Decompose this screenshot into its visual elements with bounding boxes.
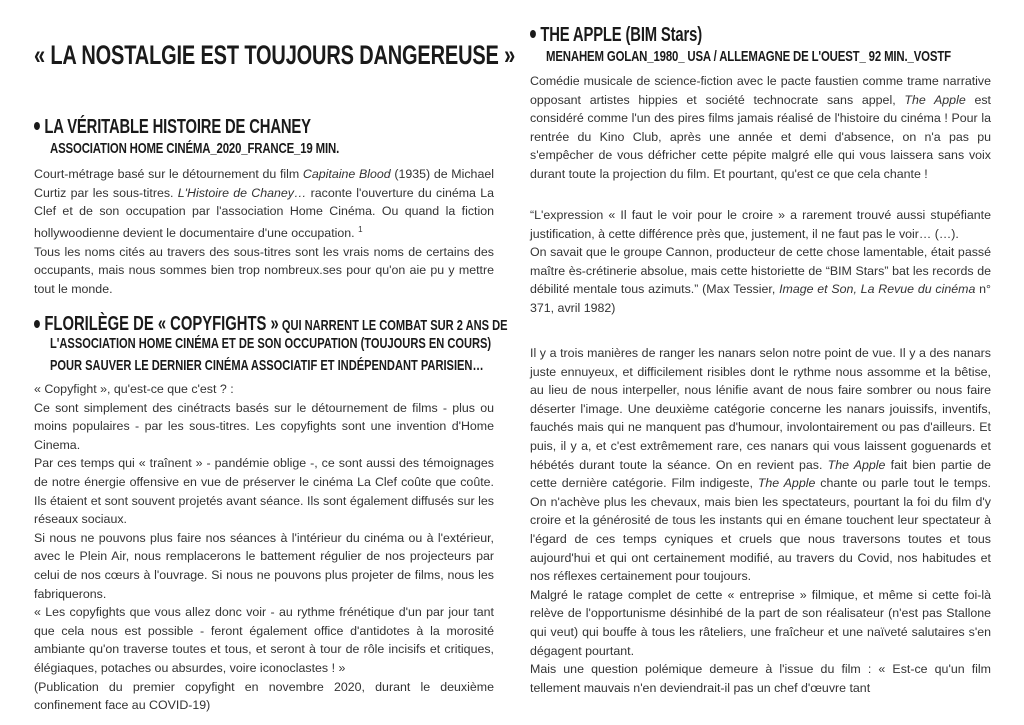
text: Comédie musicale de science-fiction avec le pacte faustien comme trame narrative opposant artistes hippies et société technocrate sans appel, — [530, 74, 991, 107]
italic-publication: Image et Son, La Revue du cinéma — [779, 282, 976, 297]
text: Court-métrage basé sur le détournement du film — [34, 167, 303, 181]
film-title-main: FLORILÈGE DE « COPYFIGHTS » — [44, 313, 279, 335]
paragraph — [34, 165, 494, 243]
paragraph — [530, 243, 991, 317]
paragraph: Ce sont simplement des cinétracts basés sur le détournement de films - plus ou moins populaires - par les sous-titres. Les copyfights sont une invention d'Home Cinema. — [34, 400, 494, 452]
page-title: « LA NOSTALGIE EST TOUJOURS DANGEREUSE » — [34, 40, 516, 70]
film-title — [34, 116, 374, 139]
italic-film-title: The Apple — [827, 457, 886, 472]
film-entry-copyfights — [34, 313, 508, 379]
film-description-the-apple — [530, 72, 991, 184]
italic-film-title: The Apple — [904, 92, 966, 107]
text: fait bien partie de cette dernière catégorie. Film indigeste, — [530, 457, 991, 491]
film-title — [530, 24, 871, 47]
film-entry-the-apple — [530, 24, 991, 65]
film-meta: ASSOCIATION HOME CINÉMA_2020_FRANCE_19 MIN. — [50, 140, 340, 157]
paragraph: Si nous ne pouvons plus faire nos séances à l'intérieur du cinéma ou à l'extérieur, avec le Plein Air, nous remplacerons le battement régulier de nos projecteurs par celui de nos cœurs à l'ouvrage. Si nous ne pouvons plus projeter de films, nous les fabriquerons. — [34, 530, 494, 601]
text: (1935) de Michael Curtiz par les sous-titres. — [34, 167, 494, 200]
film-title-text: THE APPLE (BIM Stars) — [540, 24, 702, 46]
paragraph: Tous les noms cités au travers des sous-titres sont les vrais noms de certains des occupants, mais nous sommes bien trop nombreux.ses pour qu'on aie pu y mettre tout le monde. — [34, 244, 494, 296]
paragraph: “L'expression « Il faut le voir pour le croire » a rarement trouvé aussi stupéfiante justification, à cette différence près que, justement, il ne faut pas le voir… (…). — [530, 208, 991, 241]
italic-film-title: Capitaine Blood — [302, 167, 391, 181]
film-entry-chaney — [34, 116, 494, 157]
press-quote — [530, 206, 991, 318]
paragraph: (Publication du premier copyfight en novembre 2020, durant le deuxième confinement face au COVID-19) — [34, 679, 494, 713]
text: L'ASSOCIATION HOME CINÉMA ET DE SON OCCUPATION (TOUJOURS EN COURS) — [50, 335, 492, 352]
film-description-chaney — [34, 165, 494, 298]
paragraph: Malgré le ratage complet de cette « entreprise » filmique, et même si cette foi-là relève de l'opportunisme désinhibé de la part de son réalisateur (n'est pas Stallone qui veut) qui bouffe à tous les râteliers, une fraîcheur et une naïveté salutaires s'en dégagent pourtant. — [530, 587, 991, 658]
paragraph: Par ces temps qui « traînent » - pandémie oblige -, ce sont aussi des témoignages de notre énergie offensive en vue de préserver le cinéma La Clef coûte que coûte. Ils étaient et sont souvent projetés avant séance. Ils sont également diffusés sur les réseaux sociaux. — [34, 456, 494, 527]
text: POUR SAUVER LE DERNIER CINÉMA ASSOCIATIF ET INDÉPENDANT PARISIEN… — [50, 357, 484, 374]
bullet-icon — [34, 320, 40, 328]
film-title-text: LA VÉRITABLE HISTOIRE DE CHANEY — [44, 116, 311, 138]
italic-film-title: L'Histoire de Chaney… — [177, 185, 307, 200]
paragraph: Mais une question polémique demeure à l'issue du film : « Est-ce qu'un film tellement mauvais n'en deviendrait-il pas un chef d'œuvre tant — [530, 662, 991, 695]
paragraph: « Copyfight », qu'est-ce que c'est ? : — [34, 382, 234, 396]
text: Il y a trois manières de ranger les nanars selon notre point de vue. Il y a des nanars juste ennuyeux, et difficilement risibles dont le rythme nous assomme et la bêtise, au lieu de nous interpeller, nous lénifie avant de nous faire sombrer ou nous faire déserter l'image. Une deuxième catégorie concerne les nanars jouissifs, inventifs, fauchés mais qui ne manquent pas d'humour, involontairement ou pas d'ailleurs. Et puis, il y a, et c'est extrêmement rare, ces nanars qui vous laissent goguenards et hébétés durant toute la séance. On en revient pas. — [530, 346, 991, 472]
paragraph — [530, 72, 991, 184]
film-title-line-2 — [50, 335, 492, 357]
text: n° 371, avril 1982) — [530, 282, 991, 315]
text: chante ou parle tout le temps. On n'achève plus les chevaux, mais bien les spectateurs, pourtant la foi du film d'y croire et la générosité de tous les instants qui en émane touchent leur spectateur à l'égard de ces temps cyniques et cruels que nous traversons toutes et tous aujourd'hui et qui ont certainement modifié, au travers du Covid, nos habitudes et nos réflexes certainement pour toujours. — [530, 476, 991, 584]
film-description-copyfights — [34, 380, 494, 715]
footnote-marker: 1 — [358, 224, 363, 234]
bullet-icon — [530, 30, 536, 38]
italic-film-title: The Apple — [757, 476, 816, 491]
film-title-line-3 — [50, 357, 484, 379]
text: On savait que le groupe Cannon, producteur de cette chose lamentable, était passé maître ès-crétinerie absolue, mais cette historiette de “BIM Stars” bat les records de débilité mentale tous azimuts.” (Max Tessier, — [530, 245, 991, 297]
paragraph: « Les copyfights que vous allez donc voir - au rythme frénétique d'un par jour tant que cela nous est possible - feront également office d'antidotes à la morosité ambiante qu'on traverse toutes et tous, et seront à tour de rôle incisifs et critiques, élégiaques, potaches ou absurdes, voire iconoclastes ! » — [34, 605, 494, 675]
film-review — [530, 344, 991, 697]
bullet-icon — [34, 122, 40, 130]
film-title — [34, 313, 508, 335]
text: est considéré comme l'un des pires films jamais réalisé de l'histoire du cinéma ! Pour la rentrée du Kino Club, après une année et demi d'absence, on n'a pas pu s'empêcher de vous défricher cette pépite malgré elle qui vous laissera sans voix durant toute la projection du film. Et pourtant, qu'est ce que cela chante ! — [530, 92, 991, 181]
paragraph — [530, 344, 991, 586]
film-title-subtitle: QUI NARRENT LE COMBAT SUR 2 ANS DE — [278, 317, 508, 334]
text: raconte l'ouverture du cinéma La Clef et de son occupation par l'association Home Cinéma. Ou quand la fiction hollywoodienne devient le documentaire d'une occupation. — [34, 185, 494, 240]
film-meta: MENAHEM GOLAN_1980_ USA / ALLEMAGNE DE L'OUEST_ 92 MIN._VOSTF — [546, 48, 951, 65]
